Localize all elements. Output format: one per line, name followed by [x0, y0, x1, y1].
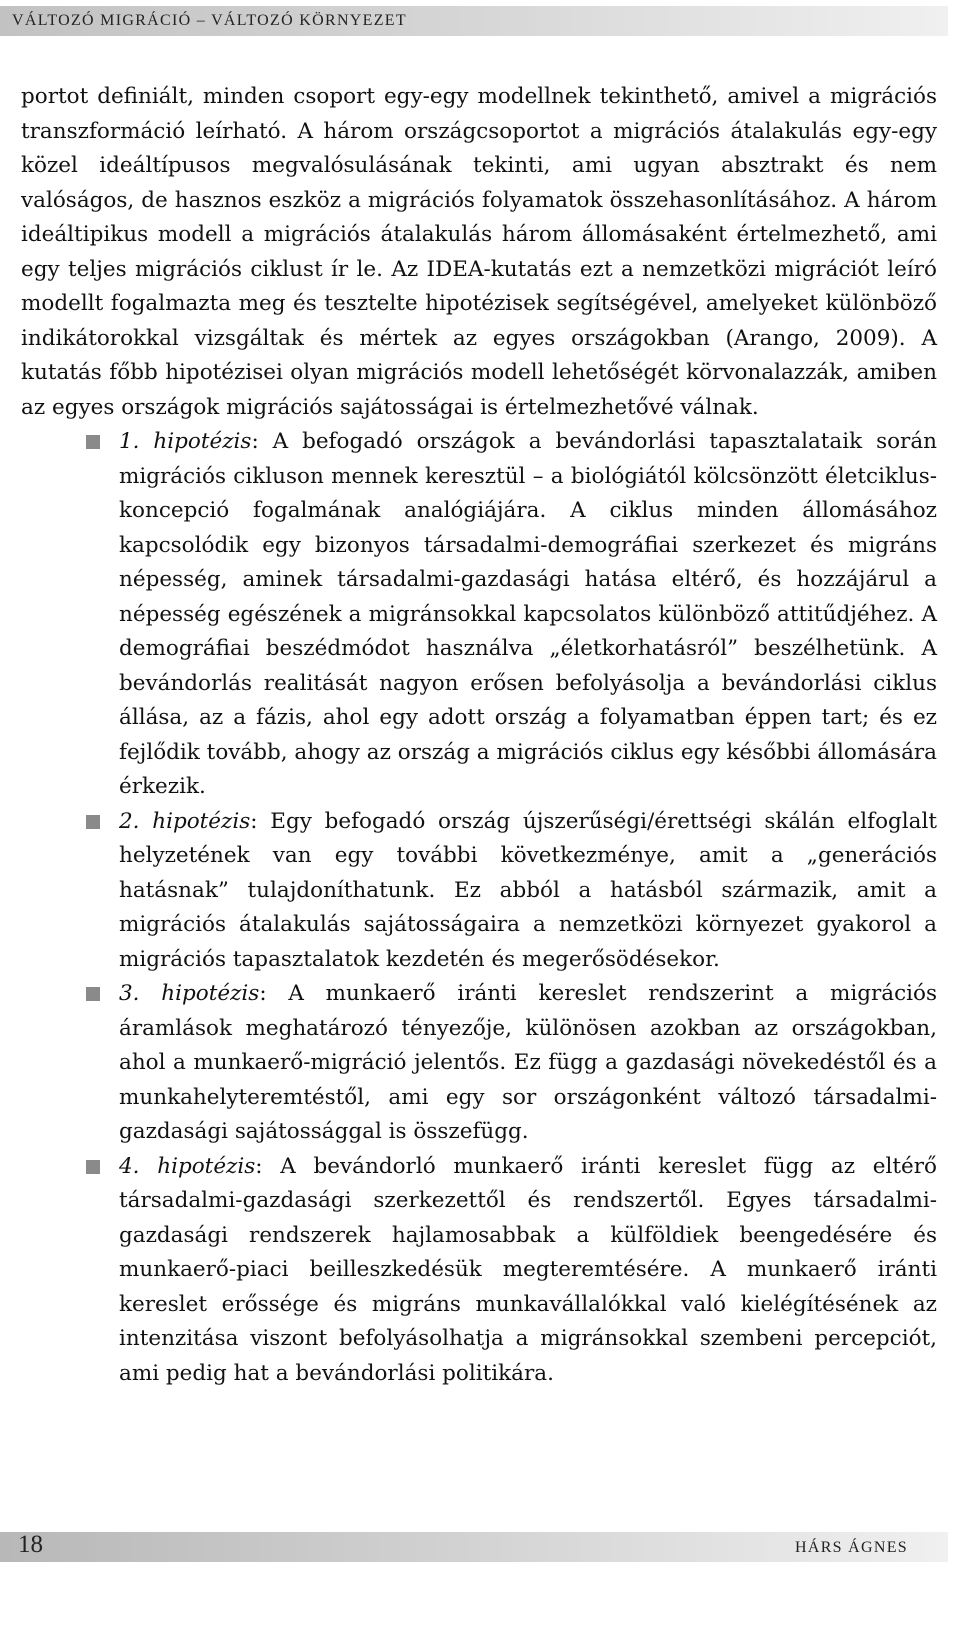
running-title: VÁLTOZÓ MIGRÁCIÓ – VÁLTOZÓ KÖRNYEZET	[12, 12, 407, 29]
hypothesis-item	[21, 425, 937, 805]
hypothesis-label: 4. hipotézis	[119, 1153, 256, 1179]
hypothesis-item	[21, 977, 937, 1150]
hypothesis-text: : Egy befogadó ország újszerűségi/érettségi skálán elfoglalt helyzetének van egy további következménye, amit a „generációs hatásnak” tulajdoníthatunk. Ez abból a hatásból származik, amit a migrációs átalakulás sajátosságaira a nemzetközi környezet gyakorol a migrációs tapasztalatok kezdetén és megerősödésekor.	[119, 808, 937, 972]
intro-paragraph: portot definiált, minden csoport egy-egy modellnek tekinthető, amivel a migrációs transzformáció leírható. A három országcsoportot a migrációs átalakulás egy-egy közel ideáltípusos megvalósulásának tekinti, ami ugyan absztrakt és nem valóságos, de hasznos eszköz a migrációs folyamatok összehasonlításához. A három ideáltipikus modell a migrációs átalakulás három állomásaként értelmezhető, ami egy teljes migrációs ciklust ír le. Az IDEA-kutatás ezt a nemzetközi migrációt leíró modellt fogalmazta meg és tesztelte hipotézisek segítségével, amelyeket különböző indikátorokkal vizsgáltak és mértek az egyes országokban (Arango, 2009). A kutatás főbb hipotézisei olyan migrációs modell lehetőségét körvonalazzák, amiben az egyes országok migrációs sajátosságai is értelmezhetővé válnak.	[21, 84, 937, 420]
square-bullet-icon	[86, 815, 100, 829]
square-bullet-icon	[86, 435, 100, 449]
hypothesis-item	[21, 805, 937, 978]
page-number: 18	[18, 1531, 43, 1558]
hypothesis-text: : A bevándorló munkaerő iránti kereslet függ az eltérő társadalmi-gazdasági szerkezettől és rendszertől. Egyes társadalmi-gazdasági rendszerek hajlamosabbak a külföldiek beengedésére és munkaerő-piaci beilleszkedésük megteremtésére. A munkaerő iránti kereslet erőssége és migráns munkavállalókkal való kielégítésének az intenzitása viszont befolyásolhatja a migránsokkal szembeni percepciót, ami pedig hat a bevándorlási politikára.	[119, 1153, 937, 1386]
square-bullet-icon	[86, 987, 100, 1001]
author-name: HÁRS ÁGNES	[794, 1539, 908, 1556]
hypothesis-label: 3. hipotézis	[119, 981, 260, 1006]
hypothesis-item	[21, 1150, 937, 1392]
running-header	[0, 6, 948, 36]
hypothesis-text: : A befogadó országok a bevándorlási tapasztalataik során migrációs cikluson mennek keresztül – a biológiától kölcsönzött életciklus-koncepció fogalmának analógiájára. A ciklus minden állomásához kapcsolódik egy bizonyos társadalmi-demográfiai szerkezet és migráns népesség, aminek társadalmi-gazdasági hatása eltérő, és hozzájárul a népesség egészének a migránsokkal kapcsolatos különböző attitűdjéhez. A demográfiai beszédmódot használva „életkorhatásról” beszélhetünk. A bevándorlás realitását nagyon erősen befolyásolja a bevándorlási ciklus állása, az a fázis, ahol egy adott ország a folyamatban éppen tart; és ez fejlődik tovább, ahogy az ország a migrációs ciklus egy későbbi állomására érkezik.	[119, 429, 937, 799]
running-footer	[0, 1532, 948, 1562]
hypothesis-text: : A munkaerő iránti kereslet rendszerint a migrációs áramlások meghatározó tényezője, különösen azokban az országokban, ahol a munkaerő-migráció jelentős. Ez függ a gazdasági növekedéstől és a munkahelyteremtéstől, ami egy sor országonként változó társadalmi-gazdasági sajátossággal is összefügg.	[119, 981, 937, 1144]
hypothesis-label: 1. hipotézis	[119, 429, 252, 454]
hypothesis-list	[21, 425, 937, 1391]
hypothesis-label: 2. hipotézis	[119, 808, 251, 834]
page-body	[21, 80, 937, 1391]
square-bullet-icon	[86, 1160, 100, 1174]
